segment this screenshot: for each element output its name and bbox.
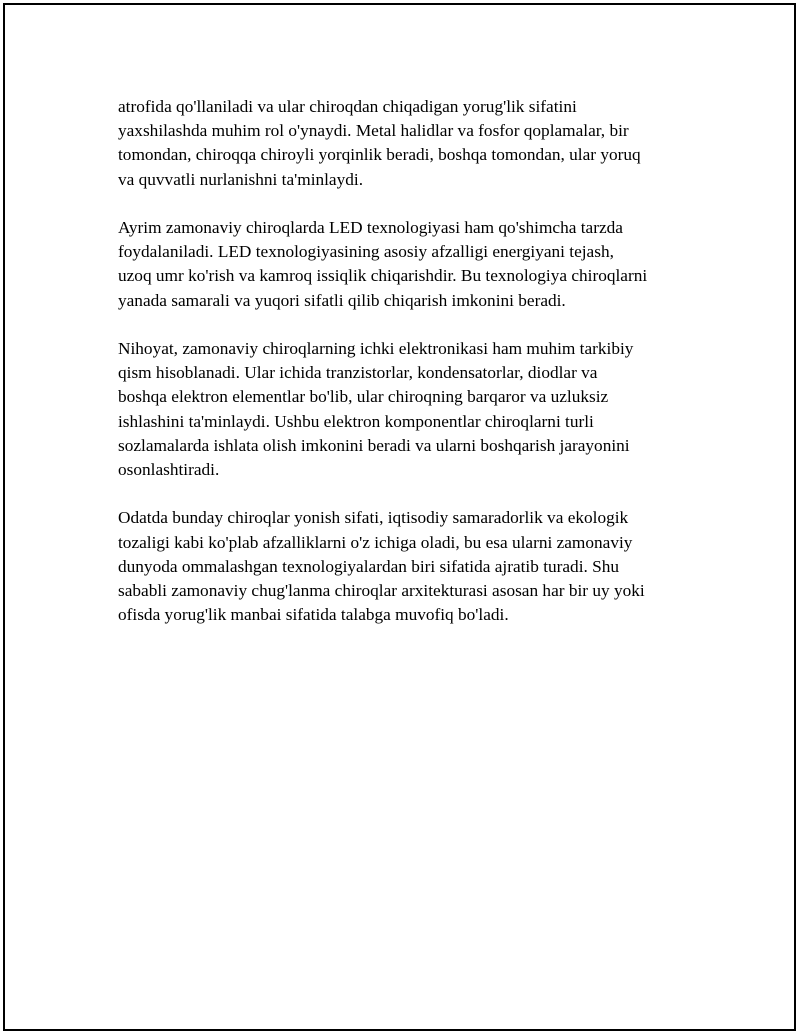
text-line: yaxshilashda muhim rol o'ynaydi. Metal halidlar va fosfor qoplamalar, bir [118, 121, 629, 141]
text-line: yanada samarali va yuqori sifatli qilib chiqarish imkonini beradi. [118, 290, 566, 310]
document-page [3, 3, 796, 1031]
text-line: tomondan, chiroqqa chiroyli yorqinlik beradi, boshqa tomondan, ular yoruq [118, 145, 641, 165]
text-line: sababli zamonaviy chug'lanma chiroqlar arxitekturasi asosan har bir uy yoki [118, 581, 645, 601]
text-line: Odatda bunday chiroqlar yonish sifati, iqtisodiy samaradorlik va ekologik [118, 508, 629, 528]
text-line: foydalaniladi. LED texnologiyasining asosiy afzalligi energiyani tejash, [118, 242, 614, 262]
document-body [118, 95, 698, 652]
text-line: atrofida qo'llaniladi va ular chiroqdan chiqadigan yorug'lik sifatini [118, 97, 577, 116]
paragraph-3 [118, 337, 698, 482]
text-line: sozlamalarda ishlata olish imkonini beradi va ularni boshqarish jarayonini [118, 435, 630, 455]
text-line: uzoq umr ko'rish va kamroq issiqlik chiqarishdir. Bu texnologiya chiroqlarni [118, 266, 648, 286]
text-line: dunyoda ommalashgan texnologiyalardan biri sifatida ajratib turadi. Shu [118, 556, 620, 576]
text-line: va quvvatli nurlanishni ta'minlaydi. [118, 169, 364, 189]
paragraph-2 [118, 216, 698, 313]
text-line: ishlashini ta'minlaydi. Ushbu elektron komponentlar chiroqlarni turli [118, 411, 594, 431]
text-line: tozaligi kabi ko'plab afzalliklarni o'z ichiga oladi, bu esa ularni zamonaviy [118, 532, 633, 552]
paragraph-1 [118, 95, 698, 192]
paragraph-4 [118, 506, 698, 627]
text-line: Nihoyat, zamonaviy chiroqlarning ichki elektronikasi ham muhim tarkibiy [118, 339, 634, 358]
text-line: osonlashtiradi. [118, 460, 220, 480]
text-line: qism hisoblanadi. Ular ichida tranzistorlar, kondensatorlar, diodlar va [118, 363, 598, 383]
text-line: Ayrim zamonaviy chiroqlarda LED texnologiyasi ham qo'shimcha tarzda [118, 218, 623, 237]
text-line: ofisda yorug'lik manbai sifatida talabga muvofiq bo'ladi. [118, 605, 509, 625]
text-line: boshqa elektron elementlar bo'lib, ular chiroqning barqaror va uzluksiz [118, 387, 609, 407]
